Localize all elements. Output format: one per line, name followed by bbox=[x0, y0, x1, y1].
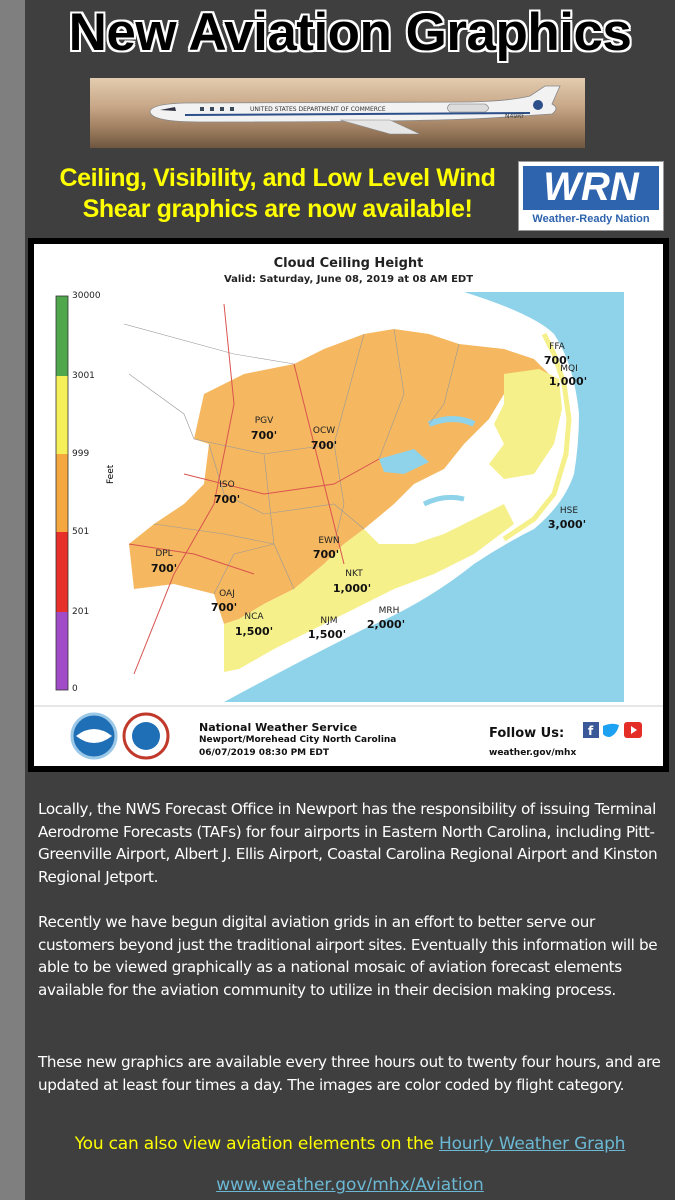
map-footer-issued: 06/07/2019 08:30 PM EDT bbox=[199, 748, 330, 758]
site-ceiling: 2,000' bbox=[366, 618, 406, 631]
hourly-graph-prefix: You can also view aviation elements on the bbox=[74, 1134, 439, 1154]
ceiling-map bbox=[34, 244, 663, 766]
site-ceiling: 1,000' bbox=[548, 375, 588, 388]
site-code: DPL bbox=[155, 549, 173, 559]
scale-unit-label: Feet bbox=[106, 464, 116, 484]
map-valid-time: Valid: Saturday, June 08, 2019 at 08 AM EDT bbox=[223, 274, 474, 285]
ceiling-map-panel bbox=[34, 244, 663, 766]
site-code: PGV bbox=[254, 416, 274, 426]
map-footer-office: Newport/Morehead City North Carolina bbox=[199, 735, 397, 745]
weather-ready-nation-logo bbox=[518, 161, 664, 231]
subtitle-line-2: Shear graphics are now available! bbox=[82, 195, 473, 223]
aviation-page-link[interactable]: www.weather.gov/mhx/Aviation bbox=[216, 1175, 484, 1195]
scale-band-red bbox=[56, 532, 68, 612]
aircraft-tail-number: N49RF bbox=[505, 113, 525, 120]
scale-tick: 501 bbox=[72, 527, 90, 537]
map-footer-follow: Follow Us: bbox=[489, 726, 565, 741]
site-code: HSE bbox=[559, 506, 579, 516]
aircraft-banner bbox=[90, 78, 585, 148]
scale-band-orange bbox=[56, 454, 68, 532]
scale-tick: 0 bbox=[72, 684, 78, 694]
site-ceiling: 700' bbox=[250, 429, 278, 442]
nws-logo-center bbox=[132, 722, 160, 750]
site-code: MRH bbox=[378, 606, 400, 616]
scale-tick: 201 bbox=[72, 607, 90, 617]
scale-tick: 3001 bbox=[72, 371, 95, 381]
aircraft-image bbox=[90, 78, 585, 148]
map-title: Cloud Ceiling Height bbox=[273, 256, 424, 271]
site-code: NKT bbox=[345, 569, 363, 579]
scale-tick: 30000 bbox=[72, 291, 101, 301]
wrn-logo-caption: Weather-Ready Nation bbox=[532, 213, 650, 225]
scale-band-purple bbox=[56, 612, 68, 690]
wrn-logo-letters: WRN bbox=[543, 165, 639, 209]
paragraph-digital-grids: Recently we have begun digital aviation grids in an effort to better serve our customers beyond just the traditional airport sites. Eventually this information will be able to be viewed graphically as a national mosaic of aviation forecast elements available for the aviation community to utilize in their decision making process. bbox=[38, 913, 658, 999]
site-code: NJM bbox=[320, 616, 338, 626]
site-code: EWN bbox=[318, 536, 340, 546]
site-code: OAJ bbox=[219, 589, 235, 599]
site-ceiling: 1,000' bbox=[332, 582, 372, 595]
ceiling-map-graphic bbox=[28, 238, 669, 772]
site-ceiling: 700' bbox=[310, 439, 338, 452]
site-code: NCA bbox=[244, 612, 264, 622]
aircraft-lettering: UNITED STATES DEPARTMENT OF COMMERCE bbox=[250, 106, 386, 113]
hourly-graph-line bbox=[25, 1134, 675, 1154]
facebook-icon-glyph: f bbox=[588, 724, 594, 738]
site-ceiling: 1,500' bbox=[234, 625, 274, 638]
site-ceiling: 700' bbox=[312, 548, 340, 561]
page-title: New Aviation Graphics bbox=[68, 3, 632, 62]
site-ceiling: 700' bbox=[210, 601, 238, 614]
map-footer-agency: National Weather Service bbox=[199, 721, 358, 734]
scale-tick: 999 bbox=[72, 449, 90, 459]
site-code: FFA bbox=[549, 342, 565, 352]
site-code: ISO bbox=[219, 480, 235, 490]
paragraph-update-schedule: These new graphics are available every three hours out to twenty four hours, and are updated at least four times a day. The images are color coded by flight category. bbox=[38, 1053, 661, 1094]
scale-band-green bbox=[56, 296, 68, 376]
site-code: MQI bbox=[560, 364, 578, 374]
map-footer-website[interactable]: weather.gov/mhx bbox=[489, 748, 577, 758]
subtitle-line-1: Ceiling, Visibility, and Low Level Wind bbox=[59, 164, 496, 192]
site-ceiling: 700' bbox=[213, 493, 241, 506]
twitter-icon[interactable] bbox=[603, 724, 619, 737]
site-ceiling: 1,500' bbox=[307, 628, 347, 641]
noaa-tail-emblem bbox=[533, 100, 543, 110]
left-margin-strip bbox=[0, 0, 25, 1200]
site-ceiling: 700' bbox=[543, 354, 571, 367]
paragraph-taf-responsibility: Locally, the NWS Forecast Office in Newport has the responsibility of issuing Terminal Aerodrome Forecasts (TAFs) for four airports in Eastern North Carolina, including Pitt-Greenville Airport, Albert J. Ellis Airport, Coastal Carolina Regional Airport and Kinston Regional Jetport. bbox=[38, 800, 658, 886]
announcement-subtitle bbox=[30, 163, 525, 225]
site-ceiling: 700' bbox=[150, 562, 178, 575]
site-code: OCW bbox=[312, 426, 336, 436]
hourly-weather-graph-link[interactable]: Hourly Weather Graph bbox=[438, 1134, 626, 1154]
site-ceiling: 3,000' bbox=[547, 518, 587, 531]
scale-band-yellow bbox=[56, 376, 68, 454]
